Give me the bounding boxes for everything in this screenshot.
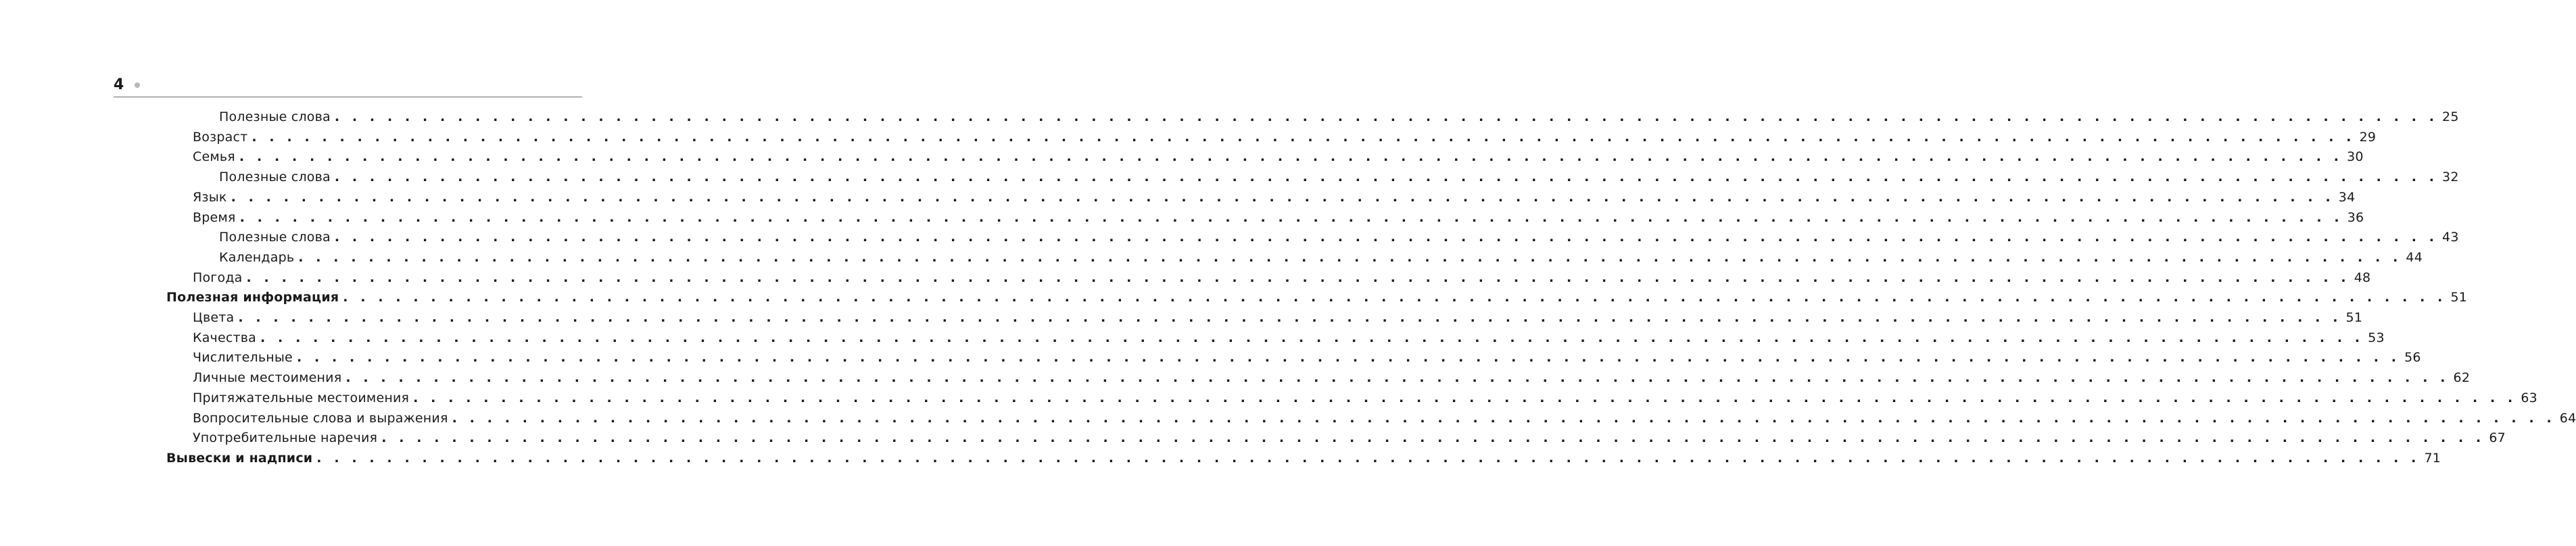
page-header — [114, 76, 582, 97]
toc-entry — [193, 408, 2576, 428]
toc-entry-page: 64 — [2559, 411, 2576, 426]
toc-dot-leader: . . . . . . . . . . . . . . . . . . . . . . . . . . . . . . . . . . . . . . . . . . . . . . . . . . . . . . . . . . . . . . . . . . . . . . . . . . . . . . . . . . . . . . . . . . . . . . . . . . . . . . . . . . . . . . . . . . . . . . . . — [452, 411, 2556, 426]
toc-entry-title: Числительные — [193, 350, 293, 365]
toc-entry-title: Погода — [193, 270, 243, 285]
toc-entry-title: Полезные слова — [219, 170, 331, 184]
toc-entry — [193, 328, 2385, 348]
toc-entry — [193, 207, 2364, 228]
header-dot-icon — [135, 82, 140, 88]
toc-entry-title: Семья — [193, 149, 235, 164]
toc-dot-leader: . . . . . . . . . . . . . . . . . . . . . . . . . . . . . . . . . . . . . . . . . . . . . . . . . . . . . . . . . . . . . . . . . . . . . . . . . . . . . . . . . . . . . . . . . . . . . . . . . . . . . . . . . . . . . . . . . . . . . . . . — [343, 290, 2447, 305]
toc-dot-leader: . . . . . . . . . . . . . . . . . . . . . . . . . . . . . . . . . . . . . . . . . . . . . . . . . . . . . . . . . . . . . . . . . . . . . . . . . . . . . . . . . . . . . . . . . . . . . . . . . . . . . . . . . . . . . . . . . . . . . . . . — [345, 370, 2450, 385]
toc-entry — [193, 268, 2371, 288]
toc-dot-leader: . . . . . . . . . . . . . . . . . . . . . . . . . . . . . . . . . . . . . . . . . . . . . . . . . . . . . . . . . . . . . . . . . . . . . . . . . . . . . . . . . . . . . . . . . . . . . . . . . . . . . . . . . . . . . . . . . . . . . . . . — [231, 190, 2335, 205]
toc-entry-page: 25 — [2442, 109, 2459, 124]
toc-dot-leader: . . . . . . . . . . . . . . . . . . . . . . . . . . . . . . . . . . . . . . . . . . . . . . . . . . . . . . . . . . . . . . . . . . . . . . . . . . . . . . . . . . . . . . . . . . . . . . . . . . . . . . . . . . . . . . . . . . . . . . . . — [246, 270, 2350, 285]
toc-entry-page: 36 — [2347, 210, 2364, 225]
toc-entry-title: Возраст — [193, 130, 248, 145]
toc-entry-title: Календарь — [219, 250, 295, 265]
toc-entry — [219, 167, 2459, 187]
toc-entry-title: Употребительные наречия — [193, 430, 378, 445]
toc-entry-page: 63 — [2521, 391, 2537, 405]
toc-entry-title: Качества — [193, 330, 257, 345]
toc-entry — [219, 227, 2459, 247]
toc-entry-title: Время — [193, 210, 236, 225]
toc-entry-page: 44 — [2406, 250, 2423, 265]
toc-entry — [193, 368, 2471, 388]
toc-entry — [193, 388, 2537, 408]
toc-entry — [193, 147, 2364, 167]
toc-entry — [166, 287, 2468, 307]
toc-dot-leader: . . . . . . . . . . . . . . . . . . . . . . . . . . . . . . . . . . . . . . . . . . . . . . . . . . . . . . . . . . . . . . . . . . . . . . . . . . . . . . . . . . . . . . . . . . . . . . . . . . . . . . . . . . . . . . . . . . . . . . . . — [298, 250, 2402, 265]
toc-dot-leader: . . . . . . . . . . . . . . . . . . . . . . . . . . . . . . . . . . . . . . . . . . . . . . . . . . . . . . . . . . . . . . . . . . . . . . . . . . . . . . . . . . . . . . . . . . . . . . . . . . . . . . . . . . . . . . . . . . . . . . . . — [296, 350, 2401, 365]
toc-dot-leader: . . . . . . . . . . . . . . . . . . . . . . . . . . . . . . . . . . . . . . . . . . . . . . . . . . . . . . . . . . . . . . . . . . . . . . . . . . . . . . . . . . . . . . . . . . . . . . . . . . . . . . . . . . . . . . . . . . . . . . . . — [334, 109, 2439, 124]
toc-entry-page: 34 — [2338, 190, 2356, 205]
toc-entry — [219, 247, 2423, 268]
toc-entry-page: 30 — [2347, 149, 2364, 164]
toc-entry-page: 29 — [2359, 130, 2377, 145]
toc-entry-page: 51 — [2345, 310, 2363, 325]
toc-entry-page: 48 — [2354, 270, 2371, 285]
toc-dot-leader: . . . . . . . . . . . . . . . . . . . . . . . . . . . . . . . . . . . . . . . . . . . . . . . . . . . . . . . . . . . . . . . . . . . . . . . . . . . . . . . . . . . . . . . . . . . . . . . . . . . . . . . . . . . . . . . . . . . . . . . . — [413, 391, 2517, 405]
toc-entry-title: Полезные слова — [219, 109, 331, 124]
toc-entry-title: Вывески и надписи — [166, 451, 313, 466]
toc-entry-page: 51 — [2450, 290, 2468, 305]
toc-dot-leader: . . . . . . . . . . . . . . . . . . . . . . . . . . . . . . . . . . . . . . . . . . . . . . . . . . . . . . . . . . . . . . . . . . . . . . . . . . . . . . . . . . . . . . . . . . . . . . . . . . . . . . . . . . . . . . . . . . . . . . . . — [239, 210, 2343, 225]
toc-entry-page: 43 — [2442, 230, 2459, 245]
toc-entry-title: Вопросительные слова и выражения — [193, 411, 448, 426]
toc-dot-leader: . . . . . . . . . . . . . . . . . . . . . . . . . . . . . . . . . . . . . . . . . . . . . . . . . . . . . . . . . . . . . . . . . . . . . . . . . . . . . . . . . . . . . . . . . . . . . . . . . . . . . . . . . . . . . . . . . . . . . . . . — [239, 149, 2343, 164]
toc-entry — [219, 107, 2459, 127]
toc-dot-leader: . . . . . . . . . . . . . . . . . . . . . . . . . . . . . . . . . . . . . . . . . . . . . . . . . . . . . . . . . . . . . . . . . . . . . . . . . . . . . . . . . . . . . . . . . . . . . . . . . . . . . . . . . . . . . . . . . . . . . . . . — [334, 170, 2439, 184]
toc-entry — [193, 307, 2363, 328]
toc-dot-leader: . . . . . . . . . . . . . . . . . . . . . . . . . . . . . . . . . . . . . . . . . . . . . . . . . . . . . . . . . . . . . . . . . . . . . . . . . . . . . . . . . . . . . . . . . . . . . . . . . . . . . . . . . . . . . . . . . . . . . . . . — [238, 310, 2342, 325]
toc-entry-title: Полезные слова — [219, 230, 331, 245]
page-number: 4 — [114, 76, 124, 93]
toc-entry — [193, 428, 2506, 448]
toc-dot-leader: . . . . . . . . . . . . . . . . . . . . . . . . . . . . . . . . . . . . . . . . . . . . . . . . . . . . . . . . . . . . . . . . . . . . . . . . . . . . . . . . . . . . . . . . . . . . . . . . . . . . . . . . . . . . . . . . . . . . . . . . — [316, 451, 2420, 466]
toc-dot-leader: . . . . . . . . . . . . . . . . . . . . . . . . . . . . . . . . . . . . . . . . . . . . . . . . . . . . . . . . . . . . . . . . . . . . . . . . . . . . . . . . . . . . . . . . . . . . . . . . . . . . . . . . . . . . . . . . . . . . . . . . — [260, 330, 2364, 345]
toc-entry-page: 67 — [2489, 430, 2506, 445]
toc-entry-page: 56 — [2404, 350, 2421, 365]
toc-entry — [166, 448, 2441, 468]
toc-entry-title: Полезная информация — [166, 290, 339, 305]
toc-entry-title: Притяжательные местоимения — [193, 391, 410, 405]
toc-entry-title: Цвета — [193, 310, 235, 325]
toc-entry-page: 32 — [2442, 170, 2459, 184]
toc-entry-page: 71 — [2424, 451, 2441, 466]
toc-entry-title: Язык — [193, 190, 227, 205]
toc-entry-title: Личные местоимения — [193, 370, 342, 385]
toc-dot-leader: . . . . . . . . . . . . . . . . . . . . . . . . . . . . . . . . . . . . . . . . . . . . . . . . . . . . . . . . . . . . . . . . . . . . . . . . . . . . . . . . . . . . . . . . . . . . . . . . . . . . . . . . . . . . . . . . . . . . . . . . — [252, 130, 2356, 145]
toc-entry — [193, 127, 2377, 147]
toc-dot-leader: . . . . . . . . . . . . . . . . . . . . . . . . . . . . . . . . . . . . . . . . . . . . . . . . . . . . . . . . . . . . . . . . . . . . . . . . . . . . . . . . . . . . . . . . . . . . . . . . . . . . . . . . . . . . . . . . . . . . . . . . — [334, 230, 2439, 245]
toc-dot-leader: . . . . . . . . . . . . . . . . . . . . . . . . . . . . . . . . . . . . . . . . . . . . . . . . . . . . . . . . . . . . . . . . . . . . . . . . . . . . . . . . . . . . . . . . . . . . . . . . . . . . . . . . . . . . . . . . . . . . . . . . — [381, 430, 2485, 445]
toc-entry — [193, 187, 2356, 207]
toc-entry — [193, 347, 2421, 368]
toc-entry-page: 62 — [2453, 370, 2471, 385]
toc-entry-page: 53 — [2368, 330, 2385, 345]
